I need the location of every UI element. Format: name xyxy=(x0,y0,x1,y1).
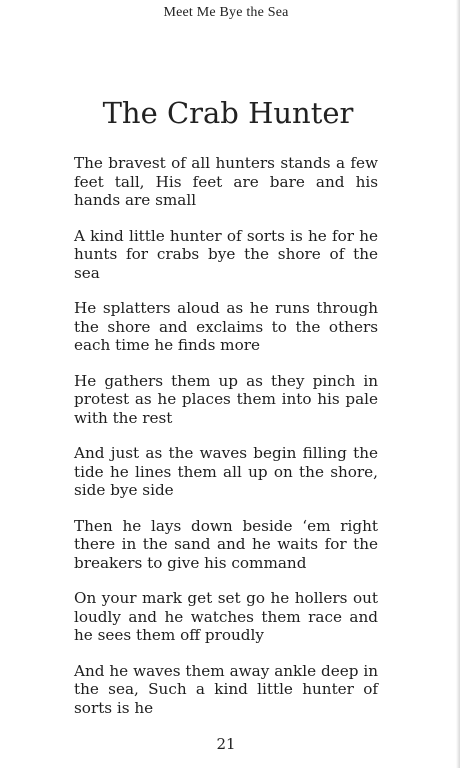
page-edge-shadow xyxy=(456,0,460,768)
stanza: And he waves them away ankle deep in the sea, Such a kind little hunter of sorts is he xyxy=(74,661,378,717)
stanza: He splatters aloud as he runs through the shore and exclaims to the others each time he finds more xyxy=(74,299,378,354)
stanza: And just as the waves begin filling the tide he lines them all up on the shore, side bye side xyxy=(74,444,378,499)
stanza: A kind little hunter of sorts is he for he hunts for crabs bye the shore of the sea xyxy=(74,226,378,282)
stanza: On your mark get set go he hollers out loudly and he watches them race and he sees them off proudly xyxy=(74,589,378,644)
stanza: Then he lays down beside ‘em right there in the sand and he waits for the breakers to give his command xyxy=(74,516,378,572)
stanza: The bravest of all hunters stands a few feet tall, His feet are bare and his hands are small xyxy=(74,154,378,209)
poem-title: The Crab Hunter xyxy=(102,96,354,130)
page-number: 21 xyxy=(216,735,236,753)
stanza: He gathers them up as they pinch in protest as he places them into his pale with the rest xyxy=(74,371,378,427)
poem-body xyxy=(74,154,378,734)
running-head: Meet Me Bye the Sea xyxy=(163,5,289,20)
